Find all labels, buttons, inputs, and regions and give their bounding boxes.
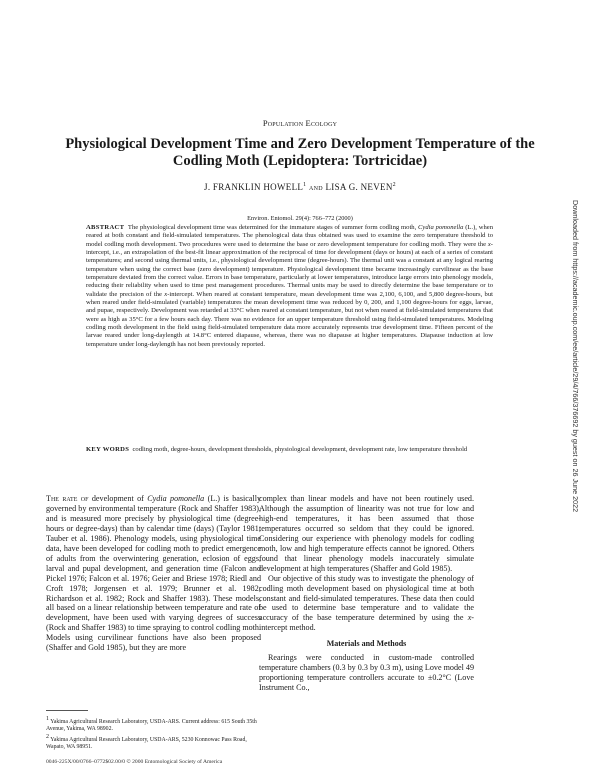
objective-text-b: -intercept method. [259,613,474,633]
intro-text-1: development of [88,494,148,503]
journal-citation: Environ. Entomol. 29(4): 766–772 (2000) [247,215,353,222]
abstract-text-a: The physiological development time was determined for the immature stages of summer form codling moth, [127,224,419,231]
footnote-2-mark: 2 [46,734,49,740]
intro-text-2: (L.) is basically governed by environmental temperature (Rock and Shaffer 1983), and is measured more precisely by physiological time (degree-hours or degree-days) than by calendar time (days) (Taylor 1981; Tauber et al. 1986). Phenology models, using physiological time data, have been developed for codling moth to predict emergence of adults from the overwintering generation, eclosion of eggs, larval and pupal development, and generation time (Falcon and Pickel 1976; Falcon et al. 1976; Geier and Briese 1978; Riedl and Croft 1978; Jorgensen et al. 1979; Brunner et al. 1982; Richardson et al. 1982; Rock and Shaffer 1983). These models, all based on a linear relationship between temperature and rate of development, have been used with varying degrees of success (Rock and Shaffer 1983) to time spraying to control codling moth. Models using curvilinear functions have also been proposed (Shaffer and Gold 1985), but they are more [46,494,262,653]
section-label: Population Ecology [262,118,338,128]
keywords [86,446,493,454]
author-1-affiliation-mark: 1 [303,182,307,188]
objective-text-a: Our objective of this study was to investigate the phenology of codling moth development based on physiological time at both constant and field-simulated temperatures. These data then could be used to determine base temperature and to validate the accuracy of the base temperature determined by using the [259,573,474,623]
materials-methods-heading: Materials and Methods [326,639,407,649]
keywords-label: KEY WORDS [86,446,130,453]
body-column-right [259,494,474,693]
abstract-label: ABSTRACT [86,224,125,231]
body-column-left [46,494,261,653]
abstract [86,224,493,349]
keywords-text: codling moth, degree-hours, development thresholds, physiological development, development rate, low temperature threshold [132,446,468,453]
footnote-1-mark: 1 [46,716,49,722]
author-2-affiliation-mark: 2 [392,182,396,188]
abstract-x-2: x [164,290,168,298]
abstract-x-1: x [487,240,491,248]
objective-paragraph [259,574,474,634]
footnote-2 [46,734,261,751]
author-2: LISA G. NEVEN [325,182,393,192]
footnote-rule [46,710,88,711]
author-line [0,182,600,192]
objective-x: x [467,613,472,623]
footnote-1-text: Yakima Agricultural Research Laboratory, USDA-ARS. Current address: 615 South 35th Avenue, Yakima, WA 98902. [46,718,257,733]
copyright-line: 0046-225X/00/0766–0772$02.00/0 © 2000 Entomological Society of America [46,759,223,765]
download-notice: Downloaded from https://academic.oup.com/ee/article/29/4/766/376692 by guest on 26 June 2022 [571,200,580,513]
methods-paragraph: Rearings were conducted in custom-made controlled temperature chambers (0.3 by 0.3 by 0.3 m), using Love model 49 proportioning temperature controllers accurate to ±0.2°C (Love Instrument Co., [259,653,474,693]
intro-paragraph [46,494,261,653]
paper-title: Physiological Development Time and Zero Development Temperature of the Codling Moth (Lepidoptera: Tortricidae) [65,136,535,169]
abstract-text-c: -intercept, i.e., an extrapolation of the best-fit linear approximation of the reciprocal of time for development (days or hours) at each of a series of constant temperatures; and second using thermal units, i.e., physiological development time (degree-hours). The thermal unit was a constant at any logical rearing temperature when using the correct base (zero development) temperature. Physiological development time became increasingly curvilinear as the base temperature deviated from the correct value. Errors in base temperature, particularly at lower temperatures, introduce large errors into phenology models, reducing their reliability when used to time pest management procedures. Thermal units may be used to directly determine the base temperature or to validate the precision of the [86,240,493,298]
abstract-text-b: (L.), when reared at both constant and field-simulated temperatures. The phenological data thus obtained was used to examine the zero temperature threshold to model codling moth development. Two procedures were used to determine the base or zero development temperature for codling moth. They were the [86,224,493,248]
author-1: J. FRANKLIN HOWELL [204,182,304,192]
abstract-species: Cydia pomonella [418,224,464,231]
intro-species: Cydia pomonella [147,494,205,503]
abstract-text-d: -intercept. When reared at constant temperature, mean development time was 2,100, 6,100, and 5,800 degree-hours, but when reared under field-simulated (variable) temperatures the mean development time was reduced by 0, 200, and 1,100 degree-hours for eggs, larvae, and pupae, respectively. Development was retarded at 33°C when reared at constant temperature, but not when reared at field-simulated temperatures that were as high as 35°C for a few hours each day. There was no evidence for an upper temperature threshold using field-simulated temperatures. Modeling codling moth development in the field using field-simulated temperature data more accurately represents true development time. Fifteen percent of the larvae reared under long-daylength at 14.8°C entered diapause, whereas, there was no diapause at higher temperatures. Diapause induction at low temperature under long-daylength has not been previously reported. [86,290,493,348]
and-word: and [306,182,326,192]
right-paragraph-1: complex than linear models and have not been routinely used. Although the assumption of linearity was not true for low and high-end temperatures, it has been assumed that those temperatures occurred so seldom that they could be ignored. Considering our experience with phenology models for codling moth, low and high temperature effects cannot be ignored. Others found that linear phenology models inaccurately simulate development at high temperatures (Shaffer and Gold 1985). [259,494,474,573]
footnote-2-text: Yakima Agricultural Research Laboratory, USDA-ARS, 5230 Konnowac Pass Road, Wapato, WA 98951. [46,736,247,751]
intro-lead: The rate of [46,494,89,503]
footnote-1 [46,716,261,733]
